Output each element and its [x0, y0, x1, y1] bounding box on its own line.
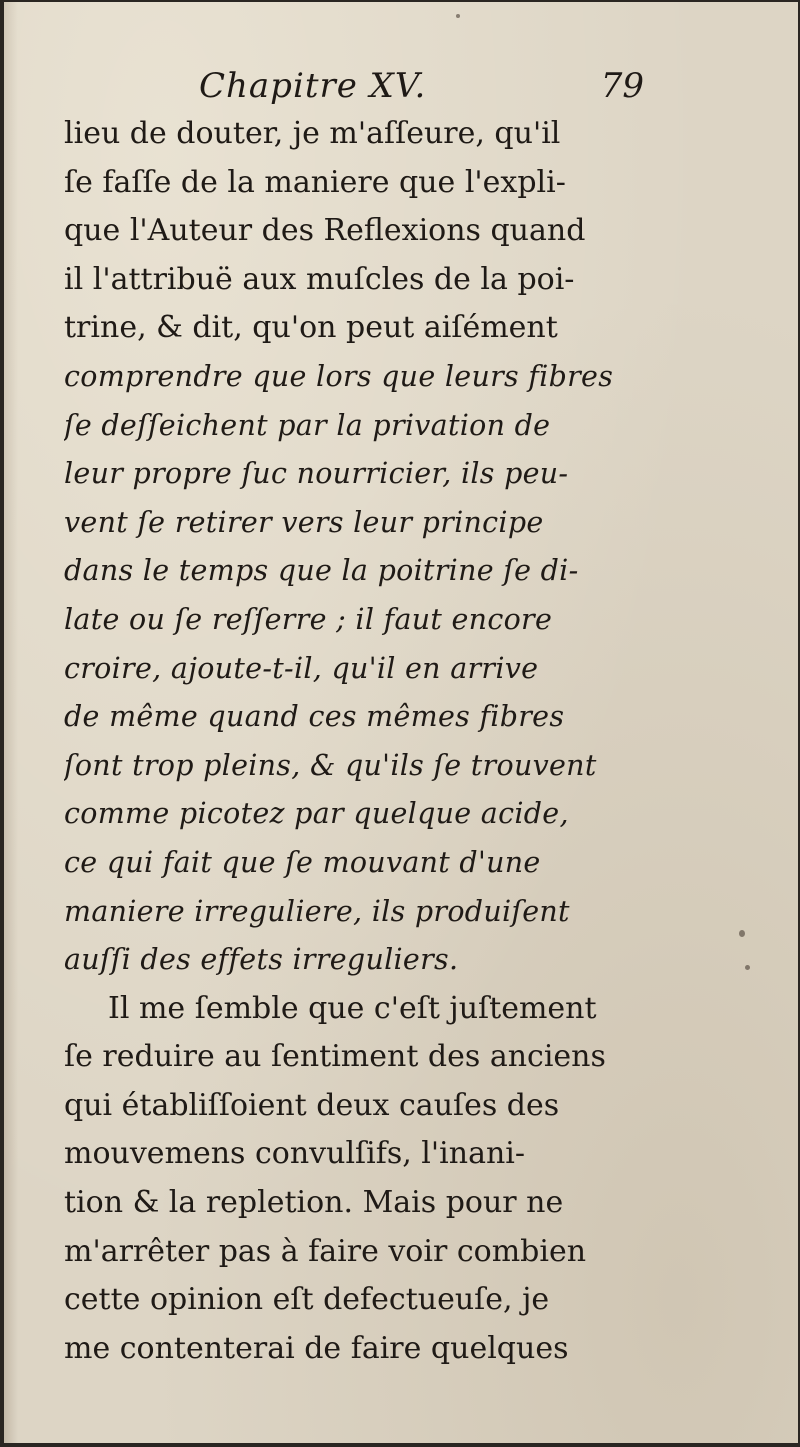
- page-header: [64, 66, 644, 110]
- paper-speck: [456, 14, 460, 18]
- quoted-line: croire, ajoute-t-il, qu'il en arrive: [64, 651, 539, 685]
- quoted-line: de même quand ces mêmes fibres: [64, 700, 565, 734]
- text-line: me contenterai de faire quelques: [64, 1330, 569, 1366]
- quoted-line: ce qui fait que ſe mouvant d'une: [64, 845, 541, 879]
- paper-speck: [745, 965, 750, 970]
- text-line: ſe reduire au ſentiment des anciens: [64, 1039, 606, 1075]
- page-number: 79: [600, 66, 644, 106]
- text-line: m'arrêter pas à faire voir combien: [64, 1233, 587, 1269]
- quoted-line: dans le temps que la poitrine ſe di-: [64, 554, 579, 588]
- quoted-line: comme picotez par quelque acide,: [64, 797, 569, 831]
- text-line: que l'Auteur des Reflexions quand: [64, 213, 586, 249]
- quoted-line: vent ſe retirer vers leur principe: [64, 505, 544, 539]
- paragraph-start-line: Il me ſemble que c'eſt juſtement: [108, 990, 597, 1026]
- text-line: lieu de douter, je m'aſſeure, qu'il: [64, 116, 561, 151]
- quoted-line: leur propre ſuc nourricier, ils peu-: [64, 457, 569, 491]
- text-line: il l'attribuë aux muſcles de la poi-: [64, 261, 575, 297]
- running-title: Chapitre XV.: [199, 66, 427, 106]
- quoted-line: maniere irreguliere, ils produiſent: [64, 894, 570, 928]
- text-line: tion & la repletion. Mais pour ne: [64, 1185, 564, 1221]
- quoted-line: ſont trop pleins, & qu'ils ſe trouvent: [64, 748, 597, 782]
- body-text: [64, 110, 648, 1373]
- text-line: ſe faſſe de la maniere que l'expli-: [64, 164, 566, 200]
- text-line: cette opinion eſt defectueuſe, je: [64, 1282, 550, 1318]
- quoted-line: ſe deſſeichent par la privation de: [64, 408, 551, 442]
- text-line: trine, & dit, qu'on peut aiſément: [64, 310, 558, 346]
- quoted-line: auſſi des effets irreguliers.: [64, 943, 459, 977]
- quoted-line: comprendre que lors que leurs fibres: [64, 359, 614, 393]
- text-line: qui établiſſoient deux cauſes des: [64, 1087, 560, 1123]
- text-line: mouvemens convulſifs, l'inani-: [64, 1136, 526, 1172]
- paper-speck: [739, 930, 745, 937]
- book-page: [4, 2, 798, 1443]
- quoted-line: late ou ſe reſſerre ; il faut encore: [64, 602, 553, 636]
